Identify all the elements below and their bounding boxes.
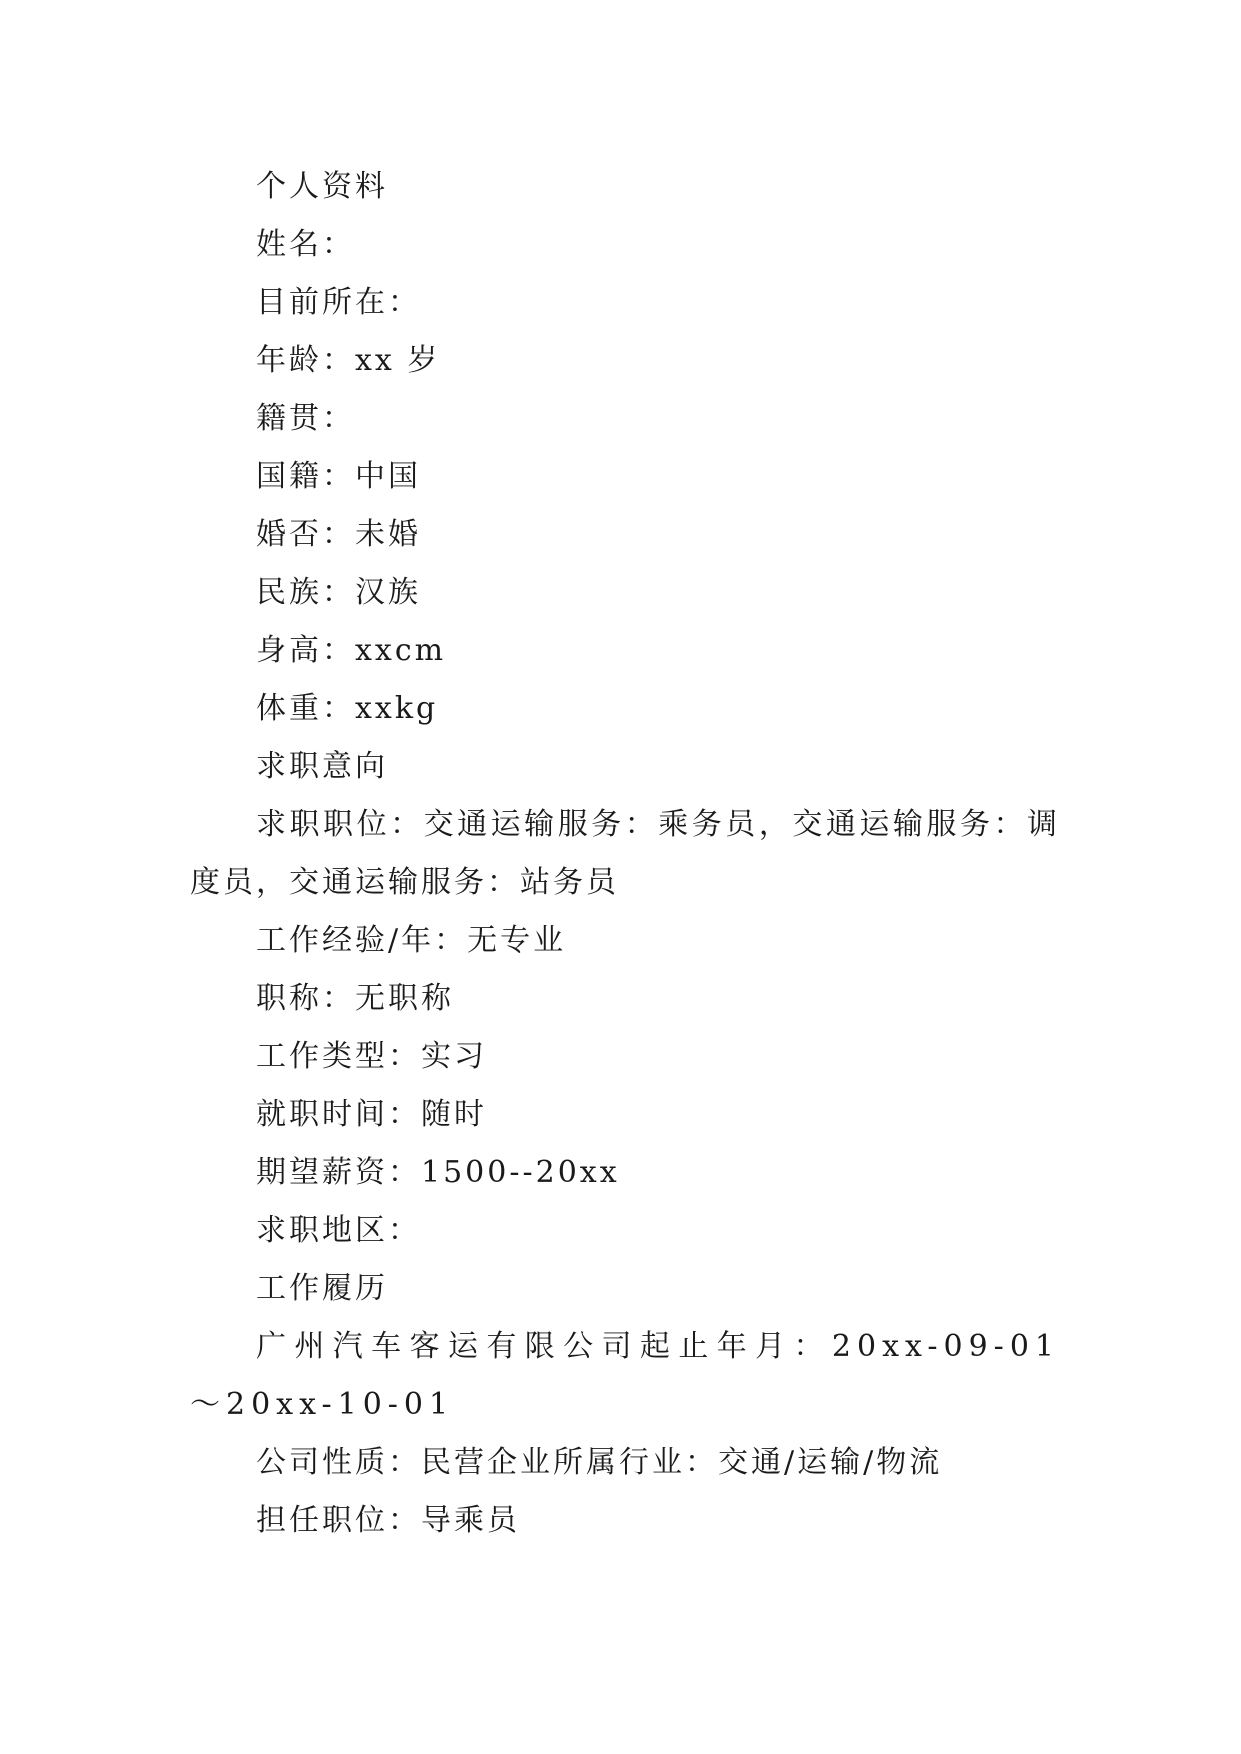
field-weight: 体重：xxkg — [256, 691, 439, 726]
field-desired-region: 求职地区： — [256, 1213, 421, 1248]
section-heading-personal-info: 个人资料 — [256, 169, 388, 204]
field-professional-title: 职称：无职称 — [256, 981, 454, 1016]
field-location: 目前所在： — [256, 285, 421, 320]
field-role: 担任职位：导乘员 — [256, 1503, 520, 1538]
field-expected-salary: 期望薪资：1500--20xx — [256, 1155, 620, 1190]
field-age: 年龄：xx 岁 — [256, 343, 441, 378]
document-body — [190, 158, 1060, 1550]
field-company-nature: 公司性质：民营企业所属行业：交通/运输/物流 — [256, 1445, 943, 1480]
section-heading-work-history: 工作履历 — [256, 1271, 388, 1306]
field-height: 身高：xxcm — [256, 633, 447, 668]
field-work-experience: 工作经验/年：无专业 — [256, 923, 567, 958]
field-job-type: 工作类型：实习 — [256, 1039, 487, 1074]
field-company-period: 广州汽车客运有限公司起止年月：20xx-09-01～20xx-10-01 — [190, 1329, 1060, 1422]
field-name: 姓名： — [256, 227, 355, 262]
section-heading-job-intention: 求职意向 — [256, 749, 388, 784]
field-desired-positions: 求职职位：交通运输服务：乘务员，交通运输服务：调度员，交通运输服务：站务员 — [190, 807, 1060, 900]
field-ethnicity: 民族：汉族 — [256, 575, 421, 610]
field-marital-status: 婚否：未婚 — [256, 517, 421, 552]
field-native-place: 籍贯： — [256, 401, 355, 436]
field-nationality: 国籍：中国 — [256, 459, 421, 494]
field-start-time: 就职时间：随时 — [256, 1097, 487, 1132]
